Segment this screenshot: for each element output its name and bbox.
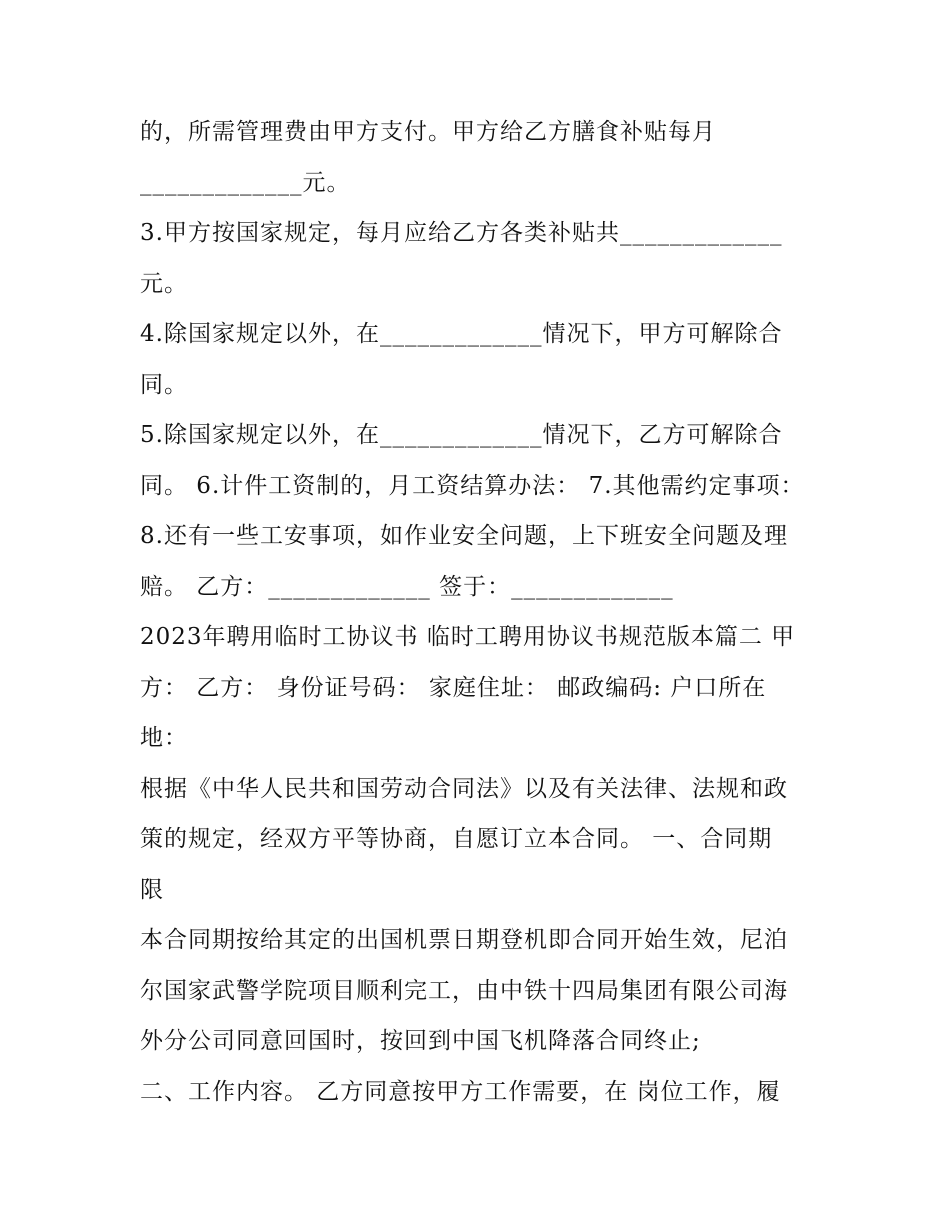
document-body (140, 107, 820, 1117)
text-line: 本合同期按给其定的出国机票日期登机即合同开始生效，尼泊 (140, 927, 788, 953)
text-line: 限 (140, 876, 164, 903)
section-heading-line: 2023年聘用临时工协议书 临时工聘用协议书规范版本篇二 甲 (140, 624, 796, 650)
text-line: 4.除国家规定以外，在_____________情况下，甲方可解除合 (140, 321, 783, 347)
text-line: 尔国家武警学院项目顺利完工，由中铁十四局集团有限公司海 (140, 977, 788, 1004)
text-line: 8.还有一些工安事项，如作业安全问题，上下班安全问题及理 (140, 523, 788, 549)
text-line: 方： 乙方： 身份证号码： 家庭住址： 邮政编码: 户口所在 (140, 674, 767, 701)
text-line: 5.除国家规定以外，在_____________情况下，乙方可解除合 (140, 422, 783, 448)
text-line: 同。 6.计件工资制的，月工资结算办法： 7.其他需约定事项： (140, 472, 805, 499)
text-line: 同。 (140, 371, 188, 398)
text-line: _____________元。 (140, 169, 351, 196)
text-line: 赔。 乙方：_____________ 签于：_____________ (140, 573, 674, 600)
text-line: 外分公司同意回国时，按回到中国飞机降落合同终止; (140, 1028, 701, 1054)
text-line: 根据《中华人民共和国劳动合同法》以及有关法律、法规和政 (140, 775, 788, 802)
text-line: 地： (140, 725, 188, 751)
text-line: 元。 (140, 270, 188, 297)
text-line: 3.甲方按国家规定，每月应给乙方各类补贴共_____________ (140, 220, 783, 246)
text-line: 二、工作内容。 乙方同意按甲方工作需要，在 岗位工作，履 (140, 1078, 781, 1105)
text-line: 的，所需管理费由甲方支付。甲方给乙方膳食补贴每月 (140, 119, 716, 145)
text-line: 策的规定，经双方平等协商，自愿订立本合同。 一、合同期 (140, 826, 773, 852)
